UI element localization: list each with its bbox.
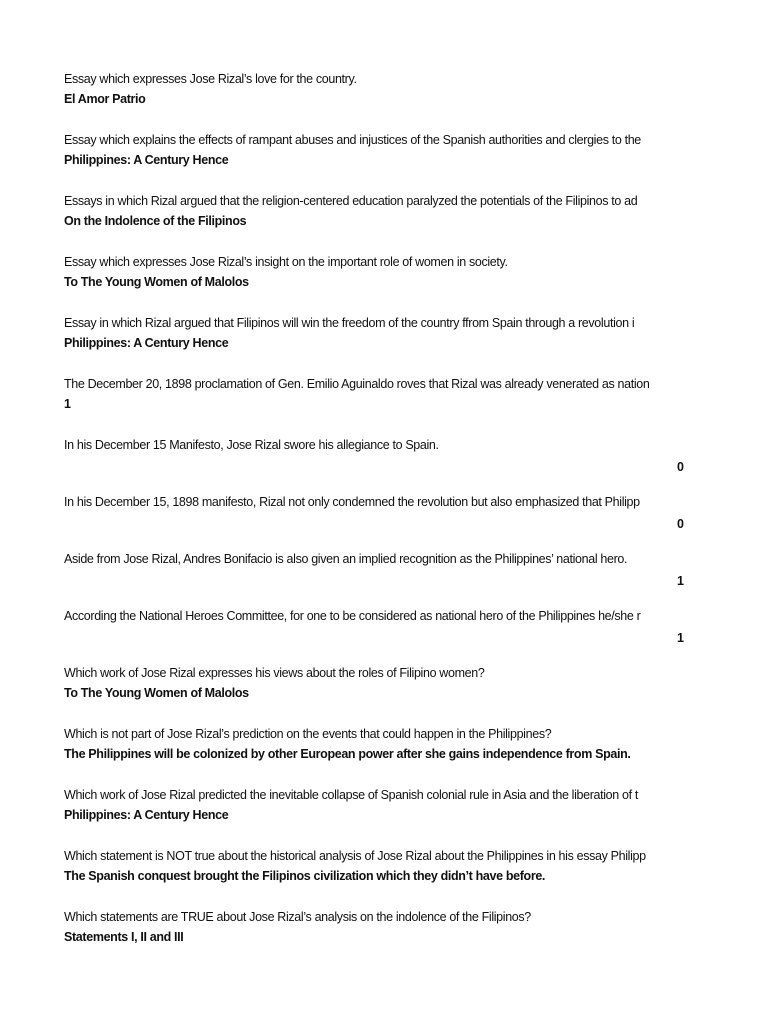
score-value: 0 [677, 516, 684, 531]
score-value: 1 [677, 573, 684, 588]
score-value: 1 [64, 396, 71, 411]
qa-item-4 [64, 253, 686, 292]
qa-item-12 [64, 725, 686, 764]
qa-item-3 [64, 192, 686, 231]
qa-item-11 [64, 664, 686, 703]
question-text: Which statements are TRUE about Jose Rizal’s analysis on the indolence of the Filipinos? [64, 910, 531, 924]
question-text: Essays in which Rizal argued that the religion-centered education paralyzed the potentials of the Filipinos to ad [64, 194, 638, 208]
qa-item-7 [64, 436, 686, 477]
answer-text: Philippines: A Century Hence [64, 807, 229, 822]
qa-item-5 [64, 314, 686, 353]
qa-item-2 [64, 131, 686, 170]
answer-text: Statements I, II and III [64, 929, 184, 944]
answer-text: Philippines: A Century Hence [64, 335, 229, 350]
question-text: In his December 15, 1898 manifesto, Rizal not only condemned the revolution but also emphasized that Philipp [64, 495, 640, 509]
qa-item-1 [64, 70, 686, 109]
question-text: Essay which explains the effects of rampant abuses and injustices of the Spanish authorities and clergies to the [64, 133, 641, 147]
question-text: Essay which expresses Jose Rizal’s love for the country. [64, 72, 357, 86]
question-text: Aside from Jose Rizal, Andres Bonifacio is also given an implied recognition as the Philippines’ national hero. [64, 552, 628, 566]
answer-text: To The Young Women of Malolos [64, 685, 249, 700]
qa-item-10 [64, 607, 686, 648]
qa-item-9 [64, 550, 686, 591]
question-text: According the National Heroes Committee, for one to be considered as national hero of the Philippines he/she r [64, 609, 641, 623]
answer-text: Philippines: A Century Hence [64, 152, 229, 167]
qa-item-6 [64, 375, 686, 414]
question-text: Essay in which Rizal argued that Filipinos will win the freedom of the country ffrom Spain through a revolution i [64, 316, 635, 330]
score-value: 0 [677, 459, 684, 474]
question-text: The December 20, 1898 proclamation of Gen. Emilio Aguinaldo roves that Rizal was already venerated as nation [64, 377, 650, 391]
qa-item-13 [64, 786, 686, 825]
question-text: Essay which expresses Jose Rizal’s insight on the important role of women in society. [64, 255, 508, 269]
score-value: 1 [677, 630, 684, 645]
answer-text: El Amor Patrio [64, 91, 146, 106]
question-text: In his December 15 Manifesto, Jose Rizal swore his allegiance to Spain. [64, 438, 439, 452]
answer-text: The Spanish conquest brought the Filipinos civilization which they didn’t have before. [64, 868, 546, 883]
question-text: Which work of Jose Rizal predicted the inevitable collapse of Spanish colonial rule in Asia and the liberation of t [64, 788, 638, 802]
answer-text: The Philippines will be colonized by other European power after she gains independence from Spain. [64, 746, 631, 761]
question-text: Which statement is NOT true about the historical analysis of Jose Rizal about the Philippines in his essay Philipp [64, 849, 646, 863]
answer-text: To The Young Women of Malolos [64, 274, 249, 289]
qa-item-14 [64, 847, 686, 886]
document-content [64, 70, 686, 969]
qa-item-8 [64, 493, 686, 534]
answer-text: On the Indolence of the Filipinos [64, 213, 247, 228]
question-text: Which work of Jose Rizal expresses his views about the roles of Filipino women? [64, 666, 485, 680]
qa-item-15 [64, 908, 686, 947]
question-text: Which is not part of Jose Rizal’s prediction on the events that could happen in the Philippines? [64, 727, 552, 741]
